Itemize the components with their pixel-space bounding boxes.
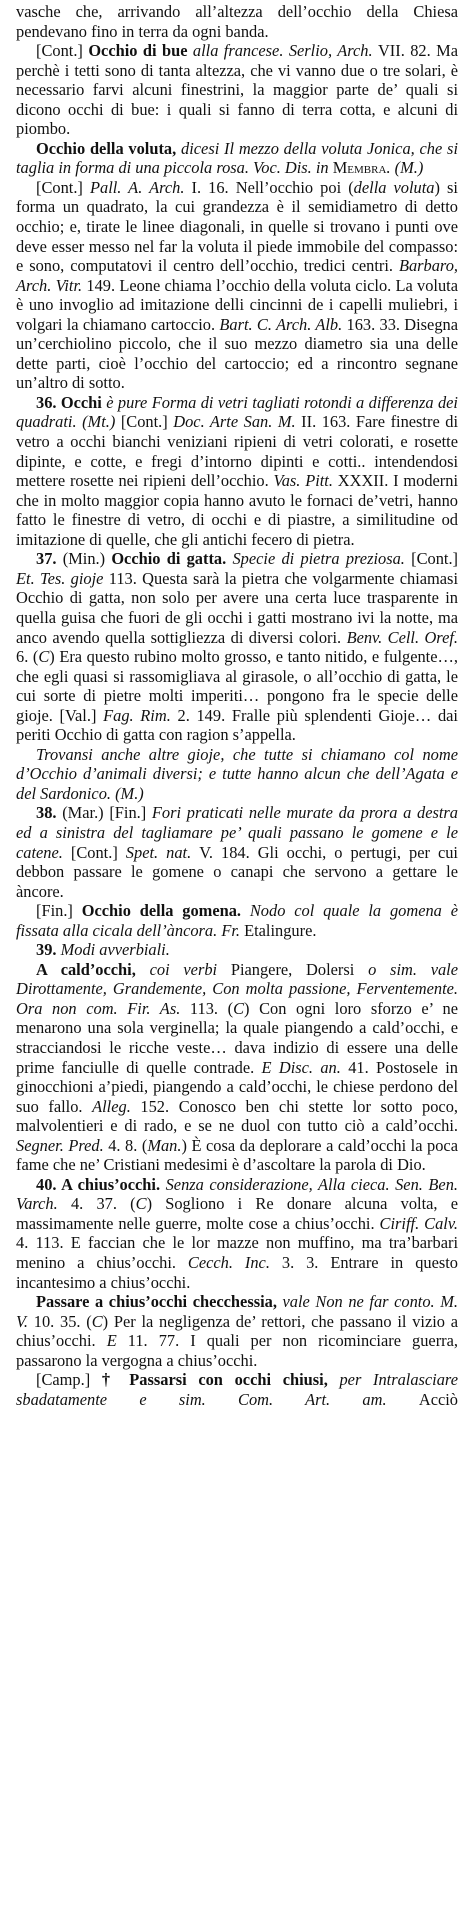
headword: Passare a chius’occhi checchessia, [36, 1292, 283, 1312]
entry-text: 41. Postosele in ginocchioni a’piedi, piangendo a cald’occhi, le chiese perdono del suo fallo. [16, 1057, 459, 1116]
italic-text: Spet. nat. [125, 842, 200, 862]
entry-text: (Mar.) [Fin.] [62, 803, 152, 823]
headword: Occhio di gatta. [111, 549, 233, 569]
italic-text: Fag. Rim. [103, 705, 178, 725]
italic-text: E Disc. an. [261, 1057, 349, 1077]
paragraph [16, 1175, 458, 1292]
entry-text: II. 163. Fare finestre di vetro a occhi bianchi veniziani ripieni di vetri colorati, e rosette dipinte, e cotte, e fregi d’intorno dipinti e cotti.. intendendosi mettere rosette nei ripieni dell’occhio. [16, 412, 458, 491]
headword: Occhio di bue [88, 41, 193, 61]
entry-text: [Camp.] [36, 1370, 102, 1390]
entry-text: Acciò [418, 1389, 458, 1409]
entry-text: 163. 33. Disegna un’cerchiolino piccolo, che il suo mezzo diametro sia una delle dette parti, cioè l’occhio del cartoccio; ed a rincontro segnane un’altro di sotto. [16, 314, 459, 393]
entry-text: 6. ( [16, 647, 39, 667]
entry-text: [Cont.] [411, 549, 459, 569]
italic-text: Doc. Arte San. M. [173, 412, 302, 432]
italic-text: Et. Tes. gioje [16, 568, 109, 588]
paragraph [16, 901, 458, 940]
italic-text: o sim. vale Dirottamente, Grandemente, Con molta passione, Ferventemente. Ora non com. Fir. As. [16, 959, 458, 1018]
entry-text: 4. 37. ( [70, 1194, 136, 1214]
paragraph [16, 1292, 458, 1370]
entry-text: 113. ( [189, 998, 234, 1018]
headword: 36. Occhi [36, 392, 107, 412]
entry-text: ) Con ogni loro sforzo e’ ne menarono una sola verginella; la quale piangendo a cald’occhi, e stracciandosi le ricche veste… dava indizio di essere una delle prime fanciulle di quelle contrade. [16, 998, 458, 1077]
italic-text: della voluta [353, 177, 435, 197]
italic-text: alla francese. Serlio, Arch. [192, 41, 378, 61]
entry-text: Piangere, Dolersi [230, 959, 369, 979]
italic-text: C [38, 647, 50, 667]
entry-text: ) È cosa da deplorare a cald’occhi la poca fame che ne’ Cristiani medesimi è d’ascoltare la parola di Dio. [16, 1135, 458, 1175]
paragraph [16, 139, 458, 178]
headword: Occhio della gomena. [81, 901, 250, 921]
italic-text: Segner. Pred. [16, 1135, 109, 1155]
headword: A cald’occhi, [36, 959, 150, 979]
italic-text: coi verbi [149, 959, 231, 979]
italic-text: C [135, 1194, 147, 1214]
italic-text: C [91, 1311, 103, 1331]
italic-text: Benv. Cell. Oref. [346, 627, 458, 647]
paragraph [16, 940, 458, 960]
italic-text: C [233, 998, 245, 1018]
entry-text: XXXII. I moderni che in molto maggior copia hanno avuto le fornaci de’vetri, hanno fatto le finestre di vetro, di occhi e di piastre, a similitudine od imitazione di quelle, che gli antichi fecero di pietra. [16, 471, 459, 549]
headword: 37. [36, 549, 63, 569]
paragraph [16, 745, 458, 804]
entry-text: 152. Conosco ben chi stette lor sotto poco, malvolentieri e di rado, e se ne duol con tutto ciò a cald’occhi. [16, 1096, 458, 1136]
entry-text: [Cont.] [70, 842, 126, 862]
entry-text: 10. 35. ( [33, 1311, 92, 1331]
italic-text: Alleg. [92, 1096, 141, 1116]
italic-text: dicesi Il mezzo della voluta Jonica, che si taglia in forma di una piccola rosa. Voc. Dis. in [16, 138, 458, 178]
paragraph [16, 1370, 458, 1409]
entry-text: [Fin.] [36, 901, 82, 921]
entry-text: ) Sogliono i Re donare alcuna volta, e massimamente nelle guerre, molte cose a chius’occhi. [16, 1194, 458, 1233]
paragraph [16, 178, 458, 393]
paragraph [16, 41, 458, 139]
italic-text: Cecch. Inc. [187, 1253, 282, 1272]
paragraph [16, 393, 458, 549]
entry-text: Etalingure. [244, 920, 317, 940]
italic-text: Senza considerazione, Alla cieca. Sen. Ben. Varch. [16, 1174, 459, 1214]
small-caps-text: Membra [332, 158, 387, 178]
entry-text: 3. 3. Entrare in questo incantesimo a chius’occhi. [16, 1253, 458, 1292]
headword: 38. [36, 803, 63, 823]
italic-text: Fori praticati nelle murate da prora a destra ed a sinistra del tagliamare pe’ quali passano le gomene e le catene. [16, 803, 458, 862]
italic-text: Trovansi anche altre gioje, che tutte si chiamano col nome d’Occhio d’animali diversi; e tutte hanno alcun che dell’Agata e del Sardonico. (M.) [16, 744, 458, 803]
entry-text: (Min.) [62, 549, 112, 569]
entry-text: 149. Leone chiama l’occhio della voluta ciclo. La voluta è uno invoglio ad imitazione delli cincinni de i capelli muliebri, i volgari la chiamano cartoccio. [16, 275, 458, 334]
italic-text: Ciriff. Calv. [379, 1213, 459, 1233]
paragraph [16, 549, 458, 744]
paragraph [16, 803, 458, 901]
entry-text: vasche che, arrivando all’altezza dell’occhio della Chiesa pendevano fino in terra da ogni banda. [16, 2, 458, 41]
entry-text: 11. 77. I quali per non ricominciare guerra, passarono la vergogna a chius’occhi. [16, 1331, 458, 1370]
headword: 40. A chius’occhi. [36, 1174, 166, 1194]
entry-text: ) Era questo rubino molto grosso, e tanto nitido, e fulgente…, che egli quasi si rassomigliava al girasole, o all’occhio di gatta, le cui sorte di pietre molti imperiti… pongono fra le specie delle gioje. [Val.] [16, 647, 458, 725]
italic-text: Bart. C. Arch. Alb. [219, 314, 347, 334]
entry-text: I. 16. Nell’occhio poi ( [191, 177, 354, 197]
headword: Occhio della voluta, [36, 138, 182, 158]
italic-text: Modi avverbiali. [60, 940, 170, 960]
italic-text: vale Non ne far conto. M. V. [16, 1292, 458, 1331]
paragraph [16, 2, 458, 41]
italic-text: Specie di pietra preziosa. [232, 549, 412, 569]
entry-text: [Cont.] [120, 412, 174, 432]
headword: † Passarsi con occhi chiusi, [101, 1370, 340, 1390]
entry-text: VII. 82. Ma perchè i tetti sono di tanta altezza, che vi vanno due o tre solari, è necessario farvi alcuni finestrini, la maggior parte de’ quali si dicono occhi di bue: i quali si fanno di terra cotta, e alcuni di piombo. [16, 41, 458, 139]
italic-text: E [106, 1331, 128, 1351]
entry-text: ) si forma un quadrato, la cui grandezza è il semidiametro di detto occhio; e, tirate le linee diagonali, in quelle si trovano i punti ove deve esser messo nel far la voluta il piede immobile del compasso: e sono, computatovi il centro dell’occhio, tredici centri. [16, 177, 458, 276]
entry-text: [Cont.] [36, 41, 89, 61]
italic-text: Barbaro, Arch. Vitr. [16, 256, 458, 295]
entry-text: 4. 8. ( [108, 1135, 148, 1155]
italic-text: Man. [147, 1135, 182, 1155]
headword: 39. [36, 940, 61, 960]
entry-text: ) Per la negligenza de’ rettori, che passano il vizio a chius’occhi. [16, 1311, 458, 1351]
entry-text: [Cont.] [36, 177, 90, 197]
italic-text: Nodo col quale la gomena è fissata alla cicala dell’àncora. Fr. [16, 901, 458, 940]
italic-text: . (M.) [386, 158, 424, 178]
italic-text: per Intralasciare sbadatamente e sim. Com. Art. am. [16, 1370, 458, 1409]
entry-text: 2. 149. Fralle più splendenti Gioje… dai periti Occhio di gatta con ragion s’appella. [16, 705, 458, 745]
entry-text: 4. 113. E faccian che le lor mazze non muffino, ma tra’barbari menino a chius’occhi. [16, 1233, 458, 1272]
entry-text: 113. Questa sarà la pietra che volgarmente chiamasi Occhio di gatta, non solo per avere una certa luce trasparente in quella guisa che fuori de gli occhi i gatti mostrano ivi la notte, ma anco avendo quella sottigliezza di diversi colori. [16, 568, 458, 647]
entry-text: V. 184. Gli occhi, o pertugi, per cui debbon passare le gomene o canapi che servono a gettare le àncore. [16, 842, 458, 901]
paragraph [16, 960, 458, 1175]
italic-text: Vas. Pitt. [273, 471, 338, 491]
italic-text: Pall. A. Arch. [89, 177, 192, 197]
italic-text: è pure Forma di vetri tagliati rotondi a differenza dei quadrati. (Mt.) [16, 392, 458, 432]
